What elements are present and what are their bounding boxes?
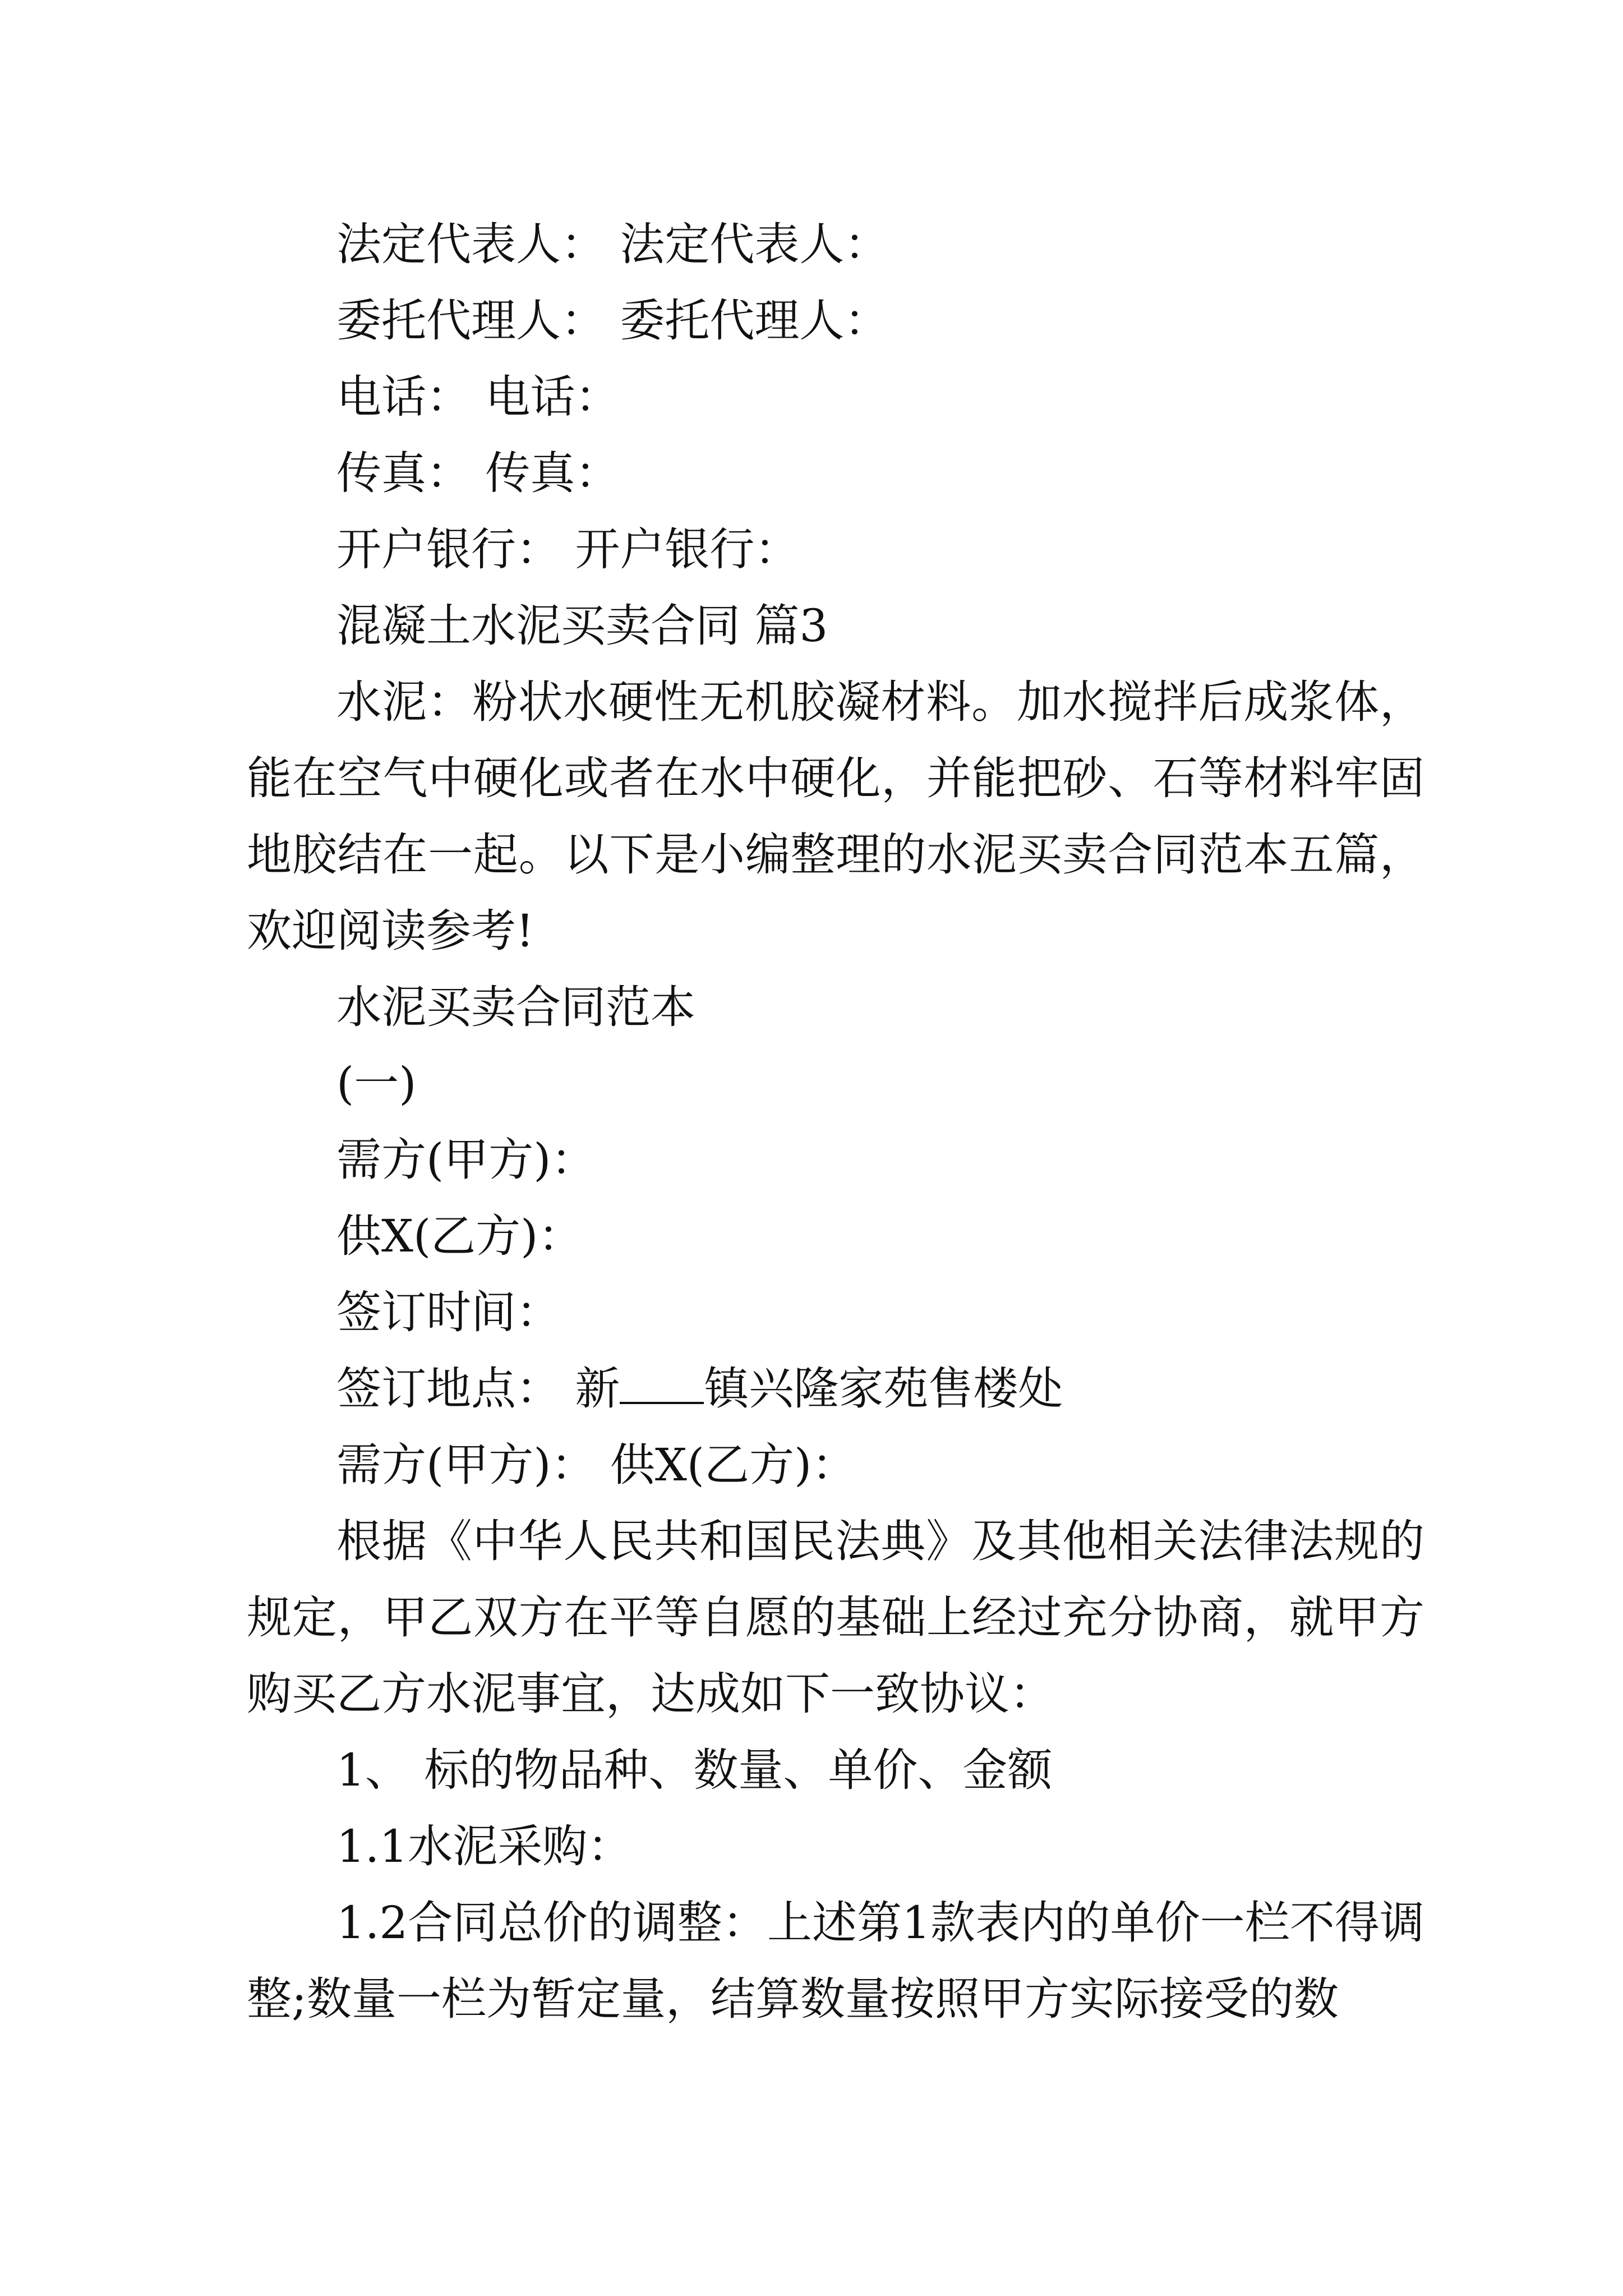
clause-1-heading: 1、 标的物品种、数量、单价、金额 [336,1744,1053,1796]
contract-number: (一) [336,1057,417,1110]
bank-line: 开户银行： 开户银行： [336,523,800,576]
sign-place-prefix: 签订地点： 新 [336,1363,620,1415]
agent-line: 委托代理人： 委托代理人： [336,295,889,347]
legal-representative-line: 法定代表人： 法定代表人： [336,218,889,270]
sign-place-line [247,1351,1424,1427]
section-heading: 混凝土水泥买卖合同 篇3 [336,600,828,652]
phone-line: 电话： 电话： [336,371,620,423]
sign-place-suffix: 镇兴隆家苑售楼处 [704,1363,1063,1415]
clause-1-1: 1.1水泥采购： [336,1820,633,1872]
sign-time-line: 签订时间： [336,1286,561,1338]
blank-underline [620,1363,704,1404]
contract-title: 水泥买卖合同范本 [336,981,695,1033]
document-body [247,206,1424,2037]
parties-line: 需方(甲方)： 供X(乙方)： [336,1439,857,1491]
preamble-paragraph: 根据《中华人民共和国民法典》及其他相关法律法规的规定，甲乙双方在平等自愿的基础上经过充分协商，就甲方购买乙方水泥事宜，达成如下一致协议： [247,1515,1424,1720]
clause-1-2-paragraph: 1.2合同总价的调整：上述第1款表内的单价一栏不得调整;数量一栏为暂定量，结算数量按照甲方实际接受的数 [247,1897,1424,2025]
intro-paragraph: 水泥：粉状水硬性无机胶凝材料。加水搅拌后成浆体，能在空气中硬化或者在水中硬化，并能把砂、石等材料牢固地胶结在一起。以下是小编整理的水泥买卖合同范本五篇，欢迎阅读参考! [247,676,1424,957]
buyer-line: 需方(甲方)： [336,1134,596,1186]
supplier-line: 供X(乙方)： [336,1210,583,1262]
fax-line: 传真： 传真： [336,447,620,499]
